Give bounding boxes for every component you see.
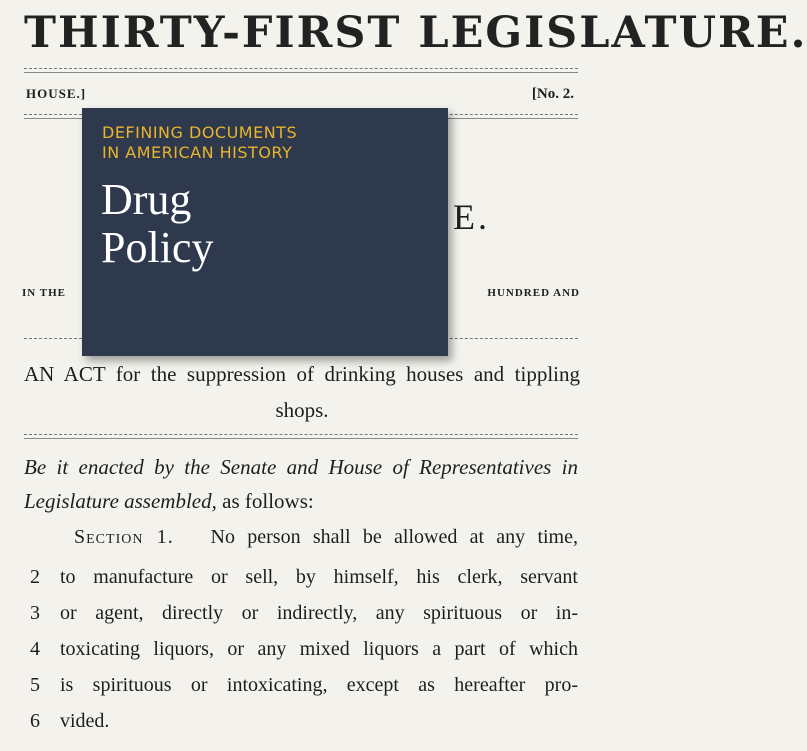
session-line-start: IN THE <box>22 287 67 299</box>
session-line-end: HUNDRED AND <box>487 287 580 299</box>
line-text: toxicating liquors, or any mixed liquors a part of which <box>60 638 578 660</box>
section-label: Section 1. <box>74 526 174 548</box>
line-text: is spirituous or intoxicating, except as hereafter pro- <box>60 674 578 696</box>
line-text <box>74 520 578 554</box>
book-title-line: Policy <box>101 223 214 272</box>
enacting-clause-tail: as follows: <box>216 489 314 513</box>
enacting-clause <box>24 450 578 518</box>
series-title-line: IN AMERICAN HISTORY <box>102 143 293 162</box>
book-cover-overlay <box>82 108 448 356</box>
statute-line <box>30 520 578 554</box>
divider <box>24 68 578 69</box>
document-number: [No. 2. <box>531 86 574 102</box>
series-title <box>102 123 297 163</box>
line-number: 5 <box>30 674 40 696</box>
line-number: 6 <box>30 710 40 732</box>
line-text-content: No person shall be allowed at any time, <box>210 526 578 548</box>
legislature-headline: THIRTY-FIRST LEGISLATURE. <box>24 8 807 58</box>
statute-line <box>30 560 578 594</box>
line-text: or agent, directly or indirectly, any spirituous or in- <box>60 602 578 624</box>
line-number: 3 <box>30 602 40 624</box>
book-title-line: Drug <box>101 175 192 224</box>
statute-line <box>30 632 578 666</box>
line-text: to manufacture or sell, by himself, his clerk, servant <box>60 566 578 588</box>
enacting-clause-italic: Be it enacted by the Senate and House of Representatives in Legislature assembled, <box>24 455 578 513</box>
house-label: HOUSE.] <box>26 86 87 101</box>
line-number: 4 <box>30 638 40 660</box>
state-title-fragment: E. <box>453 197 490 237</box>
line-number: 2 <box>30 566 40 588</box>
line-text: vided. <box>60 710 110 732</box>
series-title-line: DEFINING DOCUMENTS <box>102 123 298 142</box>
book-title <box>101 176 213 272</box>
statute-line <box>30 596 578 630</box>
statute-line <box>30 668 578 702</box>
divider <box>24 434 578 435</box>
statute-line <box>30 704 578 738</box>
act-title: AN ACT for the suppression of drinking houses and tippling shops. <box>24 362 580 422</box>
